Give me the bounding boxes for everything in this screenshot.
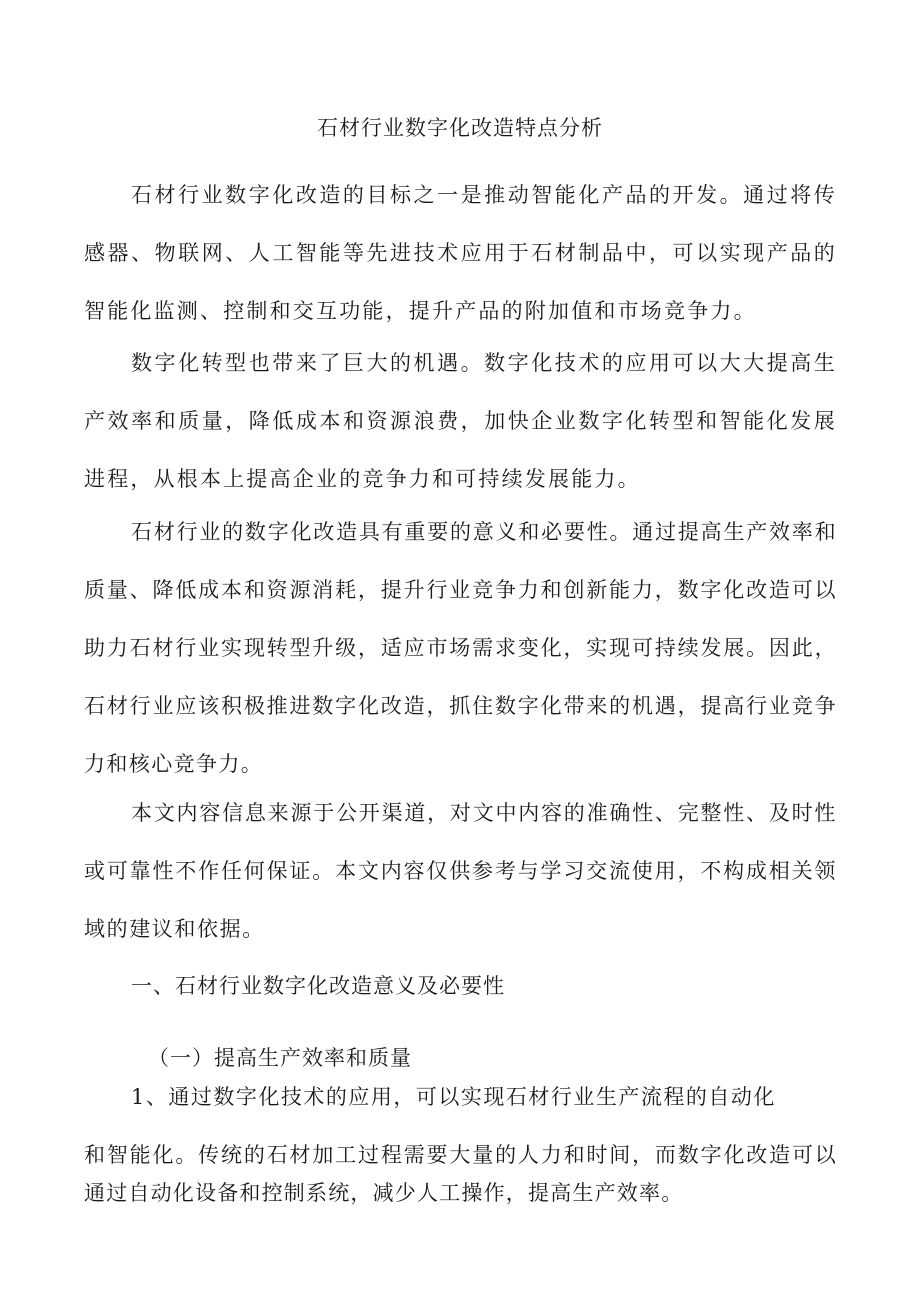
list-item-1-continuation: 和智能化。传统的石材加工过程需要大量的人力和时间，而数字化改造可以通过自动化设备和控制系统，减少人工操作，提高生产效率。 bbox=[84, 1143, 837, 1205]
paragraph-significance: 石材行业的数字化改造具有重要的意义和必要性。通过提高生产效率和质量、降低成本和资源消耗，提升行业竞争力和创新能力，数字化改造可以助力石材行业实现转型升级，适应市场需求变化，实现可持续发展。因此，石材行业应该积极推进数字化改造，抓住数字化带来的机遇，提高行业竞争力和核心竞争力。 bbox=[84, 520, 837, 776]
section-heading: 一、石材行业数字化改造意义及必要性 bbox=[131, 974, 505, 998]
paragraph-disclaimer: 本文内容信息来源于公开渠道，对文中内容的准确性、完整性、及时性或可靠性不作任何保证。本文内容仅供参考与学习交流使用，不构成相关领域的建议和依据。 bbox=[84, 801, 837, 941]
list-item-1-first-line: 1、通过数字化技术的应用，可以实现石材行业生产流程的自动化 bbox=[131, 1085, 776, 1109]
paragraph-opportunities: 数字化转型也带来了巨大的机遇。数字化技术的应用可以大大提高生产效率和质量，降低成本和资源浪费，加快企业数字化转型和智能化发展进程，从根本上提高企业的竞争力和可持续发展能力。 bbox=[84, 351, 837, 491]
paragraph-intelligent-products: 石材行业数字化改造的目标之一是推动智能化产品的开发。通过将传感器、物联网、人工智能等先进技术应用于石材制品中，可以实现产品的智能化监测、控制和交互功能，提升产品的附加值和市场竞争力。 bbox=[84, 183, 837, 323]
subsection-heading: （一）提高生产效率和质量 bbox=[148, 1046, 412, 1070]
document-title: 石材行业数字化改造特点分析 bbox=[317, 116, 603, 140]
